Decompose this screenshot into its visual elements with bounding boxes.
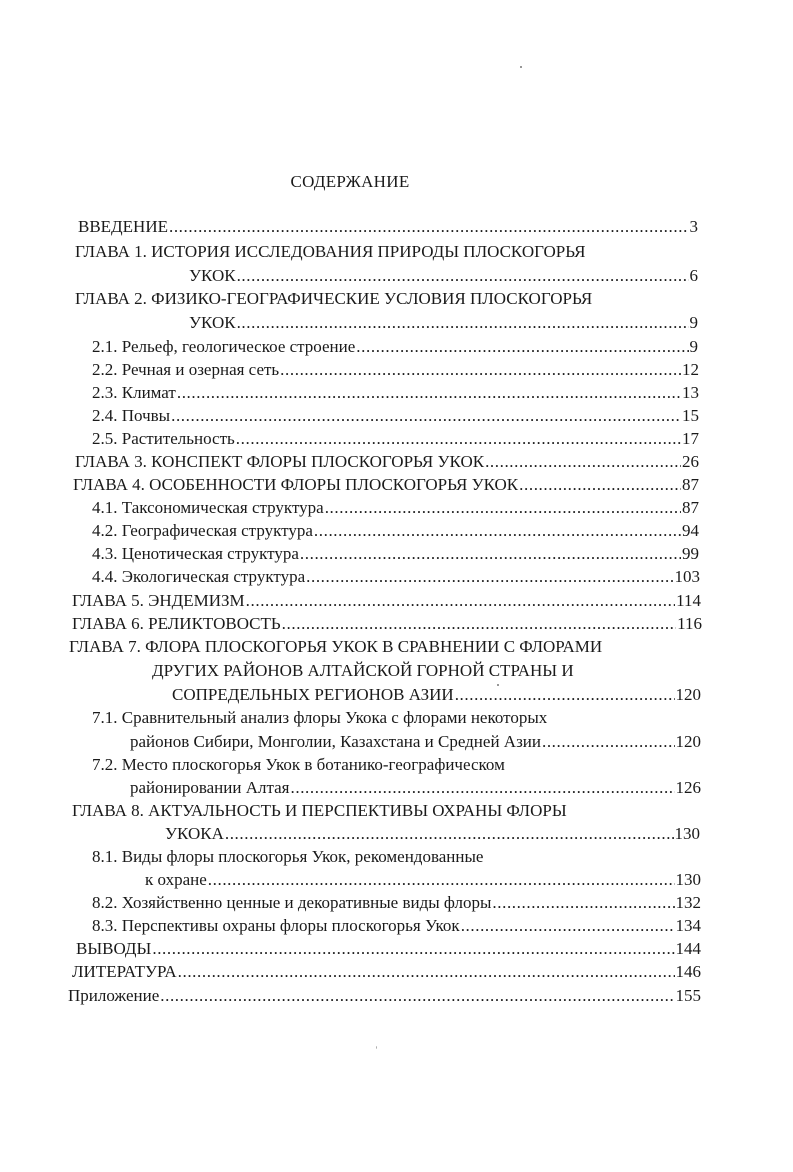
toc-page-number: 120 bbox=[675, 685, 701, 704]
toc-page-number: 144 bbox=[675, 939, 701, 958]
toc-entry-chapter7[interactable] bbox=[172, 684, 701, 706]
toc-page-number: 103 bbox=[674, 567, 700, 586]
leader-dots bbox=[519, 474, 681, 496]
leader-dots bbox=[169, 216, 689, 238]
toc-entry-label: 2.3. Климат bbox=[92, 383, 176, 402]
toc-page-number: 9 bbox=[689, 313, 698, 332]
toc-entry-chapter1[interactable] bbox=[189, 265, 698, 287]
toc-page-number: 120 bbox=[675, 732, 701, 751]
toc-entry-label: к охране bbox=[145, 870, 207, 889]
toc-page-number: 12 bbox=[682, 360, 699, 379]
toc-entry-label: 4.2. Географическая структура bbox=[92, 521, 313, 540]
toc-entry-label: 4.1. Таксономическая структура bbox=[92, 498, 324, 517]
toc-entry-label: 2.5. Растительность bbox=[92, 429, 235, 448]
toc-entry-label: 2.2. Речная и озерная сеть bbox=[92, 360, 280, 379]
toc-entry-chapter6[interactable] bbox=[72, 613, 702, 635]
toc-entry-label: ВЫВОДЫ bbox=[76, 939, 152, 958]
toc-entry-label: ГЛАВА 6. РЕЛИКТОВОСТЬ bbox=[72, 614, 281, 633]
toc-entry-label: СОПРЕДЕЛЬНЫХ РЕГИОНОВ АЗИИ bbox=[172, 685, 454, 704]
leader-dots bbox=[237, 265, 689, 287]
toc-entry-7-2-line1[interactable]: 7.2. Место плоскогорья Укок в ботанико-географическом bbox=[92, 755, 505, 774]
toc-entry-label: ГЛАВА 5. ЭНДЕМИЗМ bbox=[72, 591, 245, 610]
toc-entry-8-3[interactable] bbox=[92, 915, 701, 937]
leader-dots bbox=[208, 869, 675, 891]
toc-page-number: 3 bbox=[689, 217, 698, 236]
toc-entry-4-3[interactable] bbox=[92, 543, 699, 565]
toc-page-number: 130 bbox=[675, 870, 701, 889]
toc-page-number: 146 bbox=[675, 962, 701, 981]
toc-page-number: 126 bbox=[675, 778, 701, 797]
toc-entry-4-4[interactable] bbox=[92, 566, 700, 588]
toc-entry-chapter7-line2[interactable]: ДРУГИХ РАЙОНОВ АЛТАЙСКОЙ ГОРНОЙ СТРАНЫ И bbox=[152, 661, 574, 680]
leader-dots bbox=[542, 731, 675, 753]
toc-page-number: 132 bbox=[675, 893, 701, 912]
toc-entry-2-3[interactable] bbox=[92, 382, 699, 404]
toc-entry-8-1-line1[interactable]: 8.1. Виды флоры плоскогорья Укок, рекомендованные bbox=[92, 847, 484, 866]
toc-entry-chapter2-line1[interactable]: ГЛАВА 2. ФИЗИКО-ГЕОГРАФИЧЕСКИЕ УСЛОВИЯ ПЛОСКОГОРЬЯ bbox=[75, 289, 593, 308]
toc-page-number: 87 bbox=[682, 475, 699, 494]
toc-entry-literature[interactable] bbox=[72, 961, 701, 983]
leader-dots bbox=[246, 590, 675, 612]
toc-entry-label: ВВЕДЕНИЕ bbox=[78, 217, 168, 236]
leader-dots bbox=[282, 613, 676, 635]
toc-page-number: 94 bbox=[682, 521, 699, 540]
toc-entry-2-1[interactable] bbox=[92, 336, 698, 358]
toc-entry-7-1[interactable] bbox=[130, 731, 701, 753]
leader-dots bbox=[236, 428, 681, 450]
toc-page-number: 116 bbox=[677, 614, 702, 633]
toc-entry-chapter8[interactable] bbox=[165, 823, 700, 845]
page-title: СОДЕРЖАНИЕ bbox=[290, 172, 410, 191]
leader-dots bbox=[177, 382, 681, 404]
toc-page-number: 155 bbox=[675, 986, 701, 1005]
toc-entry-label: Приложение bbox=[68, 986, 160, 1005]
toc-entry-7-1-line1[interactable]: 7.1. Сравнительный анализ флоры Укока с флорами некоторых bbox=[92, 708, 548, 727]
scan-speck bbox=[376, 1046, 377, 1049]
toc-entry-conclusions[interactable] bbox=[76, 938, 701, 960]
toc-entry-label: 8.3. Перспективы охраны флоры плоскогорья Укок bbox=[92, 916, 460, 935]
toc-entry-8-2[interactable] bbox=[92, 892, 701, 914]
toc-entry-chapter2[interactable] bbox=[189, 312, 698, 334]
toc-page-number: 26 bbox=[682, 452, 699, 471]
toc-page-number: 114 bbox=[676, 591, 701, 610]
toc-page-number: 134 bbox=[675, 916, 701, 935]
leader-dots bbox=[171, 405, 681, 427]
leader-dots bbox=[356, 336, 688, 358]
leader-dots bbox=[455, 684, 675, 706]
leader-dots bbox=[225, 823, 674, 845]
toc-entry-2-5[interactable] bbox=[92, 428, 699, 450]
toc-entry-label: 4.4. Экологическая структура bbox=[92, 567, 306, 586]
toc-page-number: 9 bbox=[689, 337, 698, 356]
toc-entry-appendix[interactable] bbox=[68, 985, 701, 1007]
toc-entry-chapter7-line1[interactable]: ГЛАВА 7. ФЛОРА ПЛОСКОГОРЬЯ УКОК В СРАВНЕНИИ С ФЛОРАМИ bbox=[69, 637, 603, 656]
toc-entry-8-1[interactable] bbox=[145, 869, 701, 891]
leader-dots bbox=[291, 777, 675, 799]
leader-dots bbox=[178, 961, 675, 983]
toc-entry-label: 8.2. Хозяйственно ценные и декоративные виды флоры bbox=[92, 893, 492, 912]
leader-dots bbox=[237, 312, 689, 334]
toc-entry-label: районировании Алтая bbox=[130, 778, 290, 797]
toc-page-number: 87 bbox=[682, 498, 699, 517]
leader-dots bbox=[325, 497, 681, 519]
leader-dots bbox=[314, 520, 681, 542]
toc-entry-2-2[interactable] bbox=[92, 359, 699, 381]
scan-speck bbox=[520, 66, 522, 68]
leader-dots bbox=[152, 938, 674, 960]
leader-dots bbox=[485, 451, 681, 473]
toc-entry-chapter1-line1[interactable]: ГЛАВА 1. ИСТОРИЯ ИССЛЕДОВАНИЯ ПРИРОДЫ ПЛОСКОГОРЬЯ bbox=[75, 242, 586, 261]
toc-entry-chapter4[interactable] bbox=[73, 474, 699, 496]
toc-page-number: 6 bbox=[689, 266, 698, 285]
toc-entry-7-2[interactable] bbox=[130, 777, 701, 799]
toc-entry-label: УКОК bbox=[189, 266, 236, 285]
toc-entry-label: УКОКА bbox=[165, 824, 224, 843]
leader-dots bbox=[160, 985, 674, 1007]
leader-dots bbox=[492, 892, 674, 914]
toc-entry-label: 2.4. Почвы bbox=[92, 406, 171, 425]
toc-page-number: 99 bbox=[682, 544, 699, 563]
leader-dots bbox=[300, 543, 681, 565]
toc-entry-label: 2.1. Рельеф, геологическое строение bbox=[92, 337, 356, 356]
toc-page-number: 17 bbox=[682, 429, 699, 448]
toc-entry-chapter3[interactable] bbox=[75, 451, 699, 473]
toc-entry-label: ГЛАВА 4. ОСОБЕННОСТИ ФЛОРЫ ПЛОСКОГОРЬЯ УКОК bbox=[73, 475, 519, 494]
toc-entry-chapter8-line1[interactable]: ГЛАВА 8. АКТУАЛЬНОСТЬ И ПЕРСПЕКТИВЫ ОХРАНЫ ФЛОРЫ bbox=[72, 801, 567, 820]
toc-entry-chapter5[interactable] bbox=[72, 590, 701, 612]
toc-page-number: 15 bbox=[682, 406, 699, 425]
toc-entry-4-1[interactable] bbox=[92, 497, 699, 519]
toc-entry-2-4[interactable] bbox=[92, 405, 699, 427]
toc-entry-label: районов Сибири, Монголии, Казахстана и Средней Азии bbox=[130, 732, 541, 751]
leader-dots bbox=[461, 915, 675, 937]
toc-entry-label: 4.3. Ценотическая структура bbox=[92, 544, 299, 563]
toc-page-number: 130 bbox=[674, 824, 700, 843]
toc-page-number: 13 bbox=[682, 383, 699, 402]
leader-dots bbox=[306, 566, 673, 588]
toc-entry-4-2[interactable] bbox=[92, 520, 699, 542]
toc-entry-label: ГЛАВА 3. КОНСПЕКТ ФЛОРЫ ПЛОСКОГОРЬЯ УКОК bbox=[75, 452, 485, 471]
toc-entry-intro[interactable] bbox=[78, 216, 698, 238]
toc-entry-label: ЛИТЕРАТУРА bbox=[72, 962, 177, 981]
toc-entry-label: УКОК bbox=[189, 313, 236, 332]
leader-dots bbox=[280, 359, 681, 381]
